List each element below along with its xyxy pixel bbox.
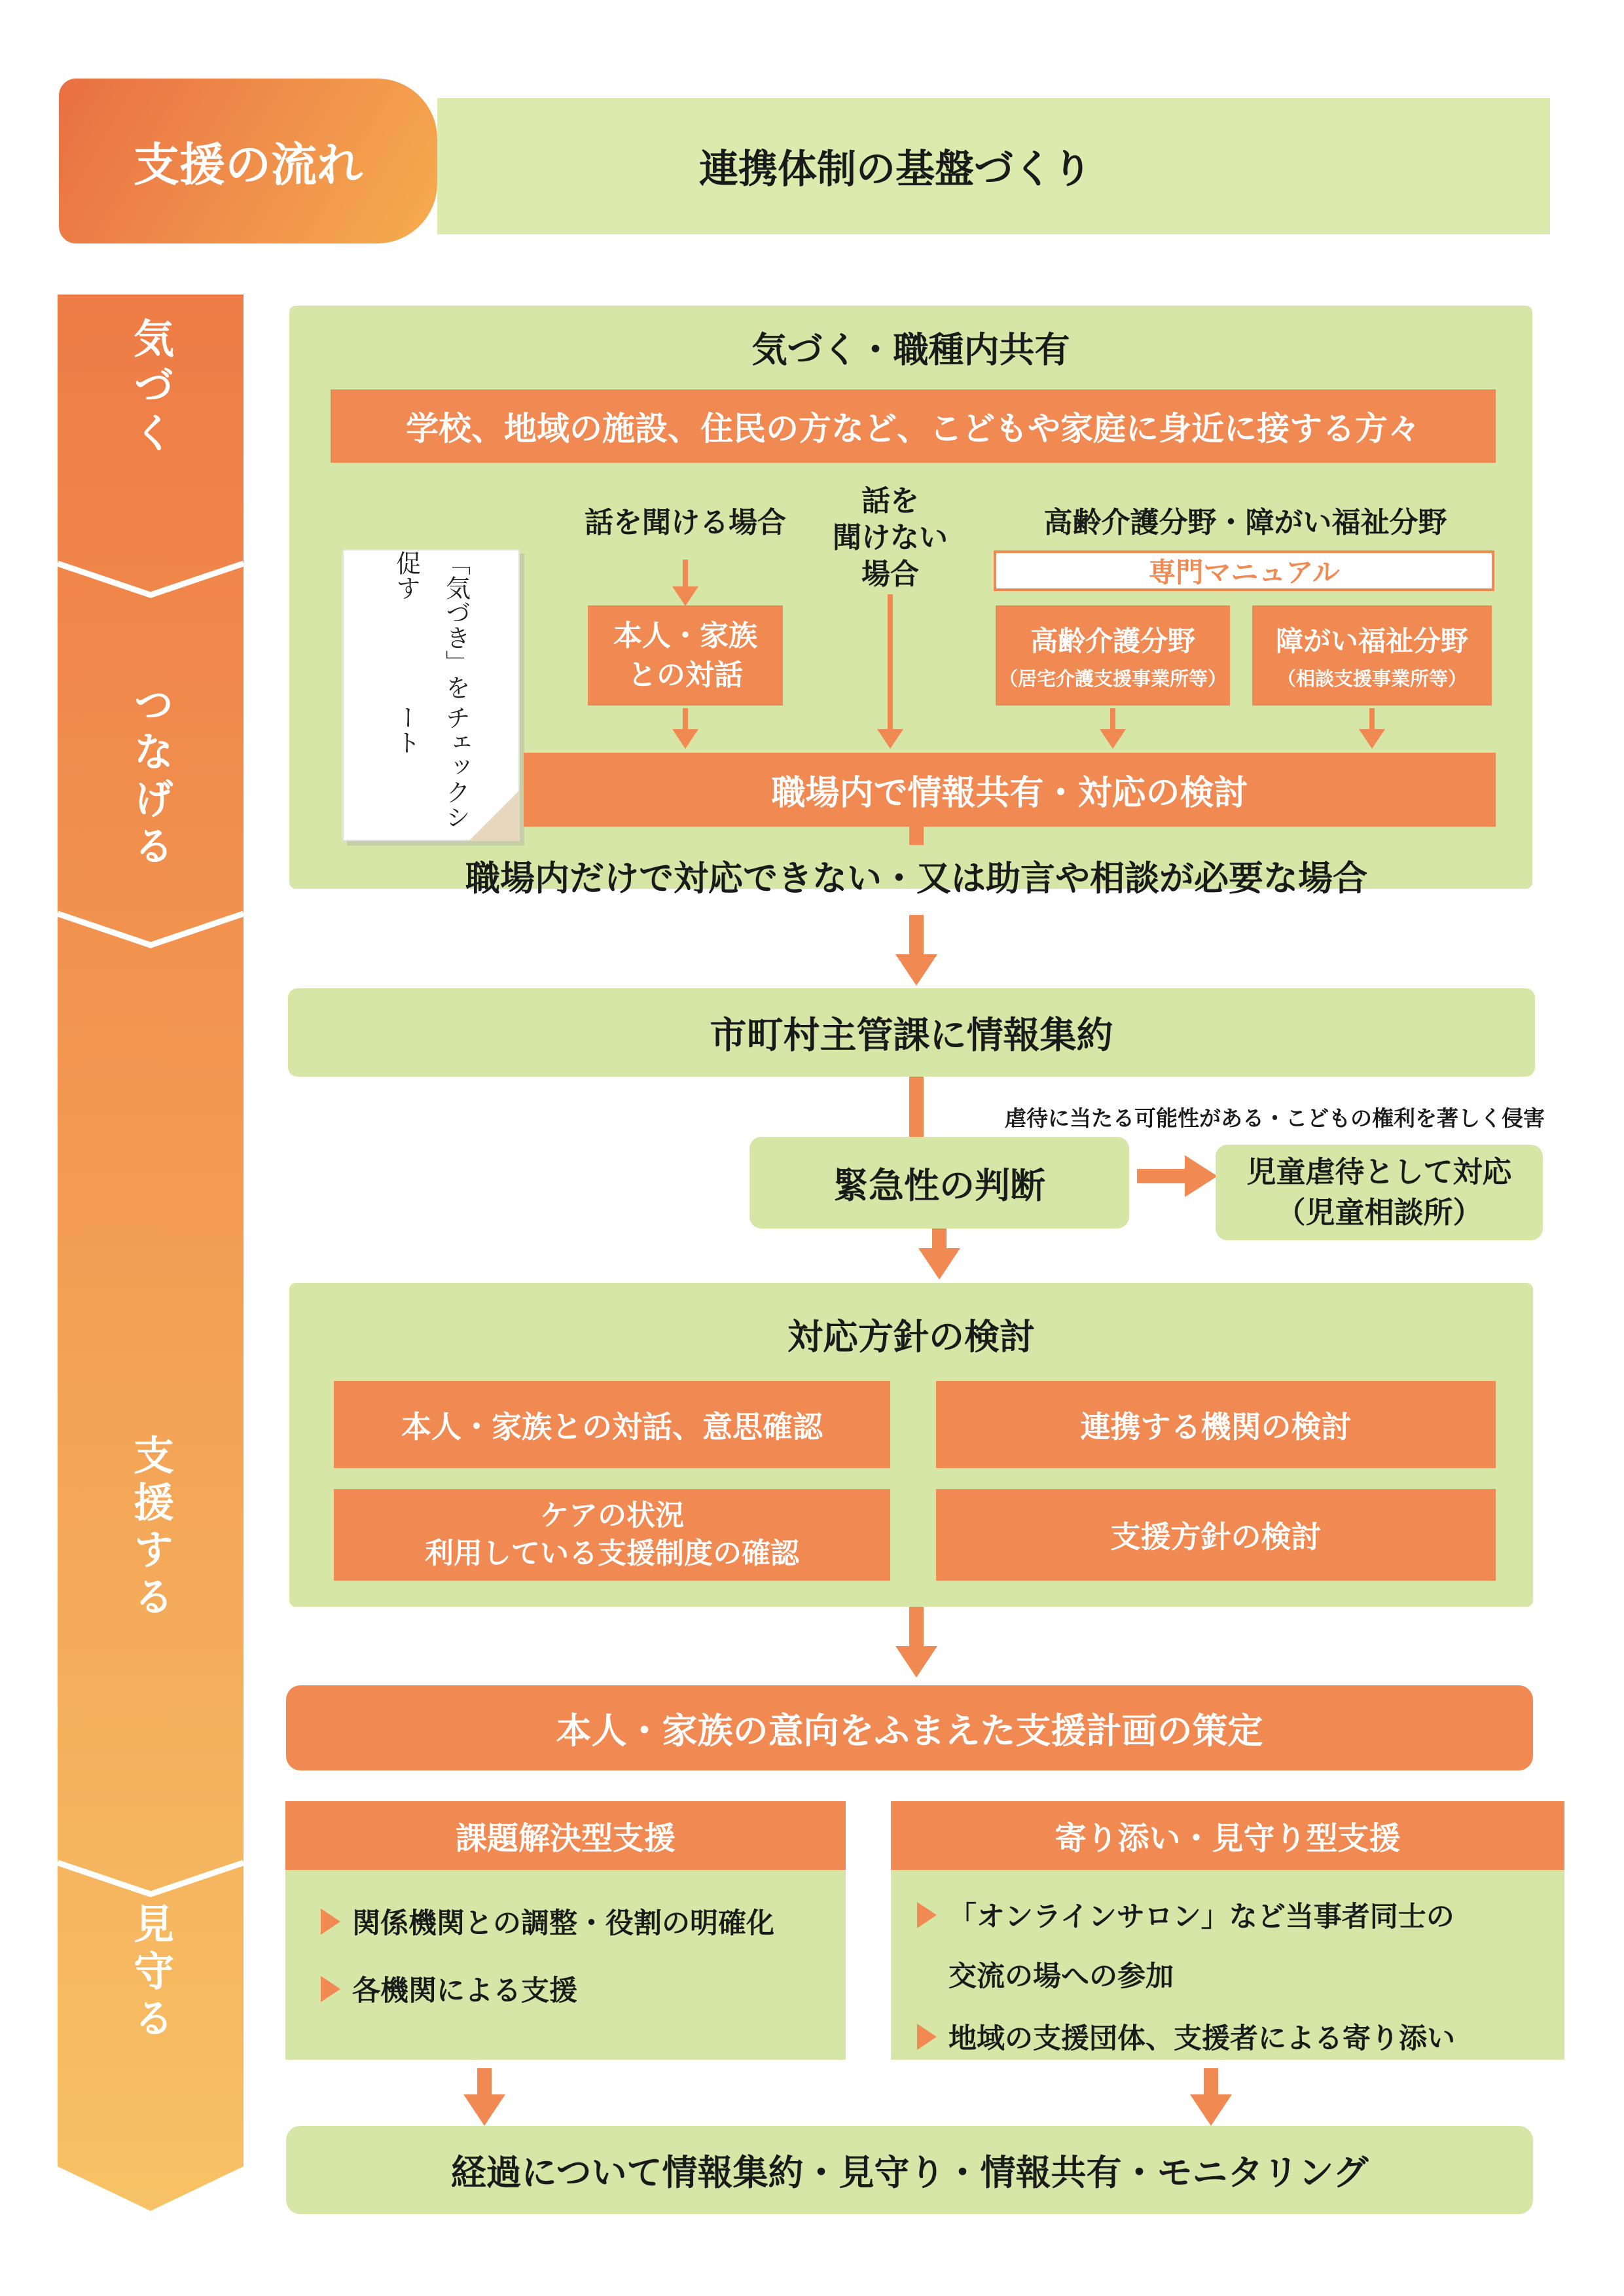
stage-connect-label: つなげる	[126, 683, 175, 872]
left-column-header-label: 課題解決型支援	[455, 1820, 676, 1857]
arrow-down-icon	[672, 586, 698, 606]
left-item-2: 各機関による支援	[352, 1975, 577, 2007]
list-item	[917, 1895, 1564, 1935]
arrow-down-icon	[463, 2094, 505, 2126]
bullet-triangle-icon	[917, 1902, 937, 1928]
monitor-bar	[286, 2126, 1533, 2214]
paper-fold-icon	[469, 790, 520, 841]
policy-box-support-policy	[936, 1489, 1496, 1581]
banner-title: 連携体制の基盤づくり	[699, 147, 1092, 192]
right-column-header	[891, 1801, 1564, 1870]
page-title	[59, 79, 437, 243]
abuse-response-line2: （児童相談所）	[1276, 1195, 1483, 1230]
stage-support	[58, 929, 244, 1878]
policy-box-dialog	[334, 1381, 890, 1468]
manual-box-label: 専門マニュアル	[1148, 556, 1340, 588]
stage-notice	[58, 295, 244, 579]
list-item	[917, 2017, 1564, 2056]
stage-watch-label: 見守る	[126, 1903, 175, 2044]
urgency-box	[749, 1137, 1129, 1229]
arrow-line	[683, 708, 688, 732]
elder-care-box-subtitle: （居宅介護支援事業所等）	[998, 668, 1227, 690]
arrow-line	[1137, 1169, 1189, 1183]
right-item-1-line1: 「オンラインサロン」など当事者同士の	[948, 1901, 1454, 1933]
disability-box-subtitle: （相談支援事業所等）	[1276, 668, 1467, 690]
plan-bar-label: 本人・家族の意向をふまえた支援計画の策定	[556, 1710, 1263, 1751]
fields-label: 高齢介護分野・障がい福祉分野	[1043, 506, 1447, 539]
connector-line	[477, 2068, 492, 2098]
elder-care-box-title: 高齢介護分野	[1030, 625, 1195, 657]
no-listen-line2: 聞けない	[833, 521, 948, 554]
page-title-label: 支援の流れ	[134, 137, 363, 192]
urgency-box-label: 緊急性の判断	[833, 1164, 1045, 1206]
left-column-body	[285, 1870, 846, 2060]
list-item	[321, 1969, 846, 2009]
arrow-down-icon	[672, 729, 698, 749]
abuse-response-line1: 児童虐待として対応	[1246, 1155, 1512, 1189]
manual-box	[994, 550, 1494, 591]
monitor-bar-label: 経過について情報集約・見守り・情報共有・モニタリング	[450, 2152, 1369, 2193]
arrow-down-icon	[1190, 2094, 1232, 2126]
banner	[437, 98, 1550, 234]
escalation-caption: 職場内だけで対応できない・又は助言や相談が必要な場合	[465, 859, 1367, 899]
municipal-bar	[288, 988, 1535, 1077]
arrow-line	[888, 594, 893, 732]
stage-watch	[58, 1878, 244, 2166]
no-listen-case-label	[818, 483, 962, 593]
disability-box	[1252, 605, 1492, 706]
arrow-down-icon	[918, 1248, 960, 1280]
municipal-bar-label: 市町村主管課に情報集約	[710, 1014, 1113, 1057]
abuse-response-box	[1216, 1145, 1543, 1240]
stage-support-label: 支援する	[126, 1434, 175, 1623]
right-column-header-label: 寄り添い・見守り型支援	[1055, 1820, 1401, 1857]
elder-care-box	[996, 605, 1230, 706]
actors-bar	[331, 389, 1496, 463]
connector-line	[932, 1229, 947, 1251]
arrow-down-icon	[895, 954, 937, 986]
arrow-line	[683, 560, 688, 589]
listen-case-label: 話を聞ける場合	[585, 506, 786, 539]
abuse-note: 虐待に当たる可能性がある・こどもの権利を著しく侵害	[1005, 1105, 1545, 1131]
connector-line	[909, 915, 924, 957]
list-item-continuation	[948, 1954, 1564, 1994]
disability-box-title: 障がい福祉分野	[1275, 625, 1468, 657]
policy-box-agencies-label: 連携する機関の検討	[1080, 1408, 1352, 1444]
policy-box-support-policy-label: 支援方針の検討	[1110, 1519, 1322, 1554]
bullet-triangle-icon	[321, 1976, 340, 2002]
right-column-body	[891, 1870, 1564, 2060]
notice-panel-title: 気づく・職種内共有	[751, 329, 1070, 370]
dialog-box-line2: との対話	[628, 658, 743, 692]
checksheet-line2: チェックシート	[391, 704, 471, 829]
right-item-1-line2: 交流の場への参加	[948, 1960, 1174, 1993]
policy-panel-title: 対応方針の検討	[787, 1316, 1035, 1357]
arrow-line	[1110, 708, 1115, 732]
dialog-box	[588, 605, 783, 706]
stage-connect	[58, 579, 244, 929]
arrow-down-icon	[895, 1646, 937, 1677]
connector-line	[909, 1607, 924, 1649]
policy-box-care-status	[334, 1489, 890, 1581]
arrow-right-icon	[1185, 1155, 1218, 1197]
dialog-box-line1: 本人・家族	[613, 619, 757, 653]
no-listen-line1: 話を	[861, 484, 919, 518]
connector-line	[1204, 2068, 1218, 2098]
stage-notice-label: 気づく	[126, 317, 175, 459]
actors-bar-label: 学校、地域の施設、住民の方など、こどもや家庭に身近に接する方々	[406, 410, 1420, 448]
arrow-line	[1369, 708, 1375, 732]
connector-line	[909, 827, 924, 845]
share-bar	[524, 753, 1496, 827]
checksheet-note	[342, 549, 520, 841]
policy-box-dialog-label: 本人・家族との対話、意思確認	[401, 1408, 823, 1444]
arrow-down-icon	[1359, 729, 1385, 749]
bullet-triangle-icon	[321, 1909, 340, 1935]
arrow-down-icon	[1100, 729, 1126, 749]
share-bar-label: 職場内で情報共有・対応の検討	[771, 774, 1248, 813]
left-item-1: 関係機関との調整・役割の明確化	[352, 1907, 774, 1940]
policy-box-agencies	[936, 1381, 1496, 1468]
bullet-triangle-icon	[917, 2024, 937, 2050]
policy-box-care-line1: ケアの状況	[540, 1499, 684, 1532]
left-column-header	[285, 1801, 846, 1870]
right-item-2: 地域の支援団体、支援者による寄り添い	[948, 2022, 1455, 2055]
arrow-down-icon	[877, 729, 903, 749]
checksheet-line1: 「気づき」を促す	[391, 550, 471, 700]
no-listen-line3: 場合	[861, 558, 919, 591]
plan-bar	[286, 1685, 1533, 1770]
list-item	[321, 1901, 846, 1941]
policy-box-care-line2: 利用している支援制度の確認	[425, 1537, 799, 1570]
